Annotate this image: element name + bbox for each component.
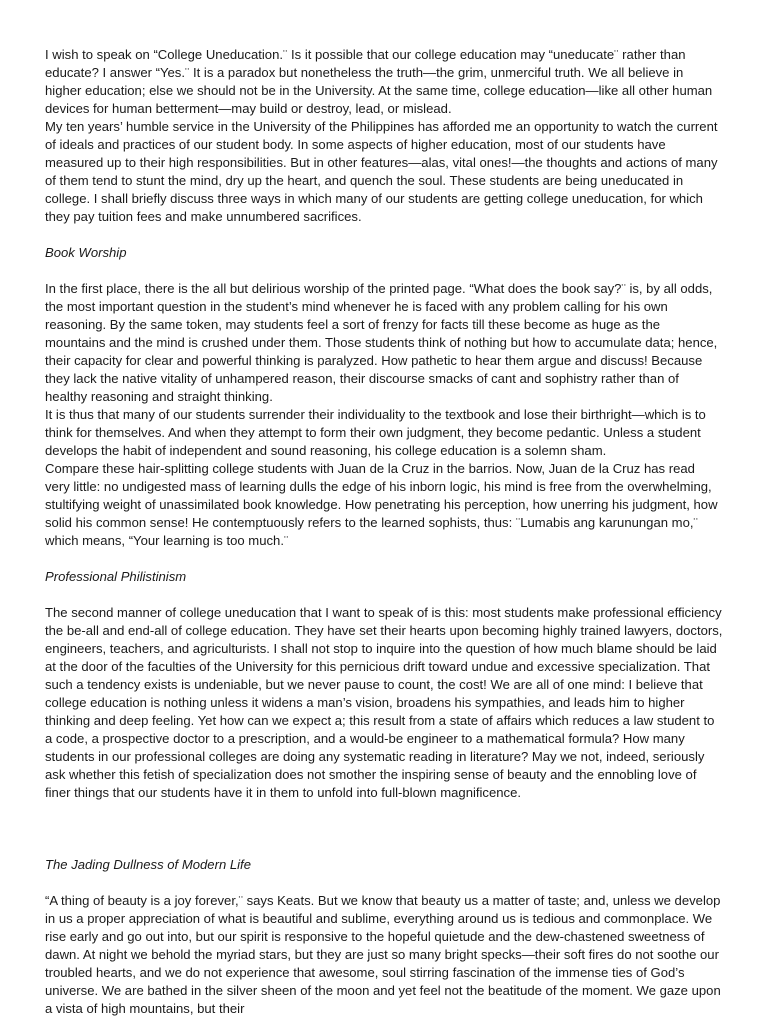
document-body [45,46,723,1018]
spacer [45,550,723,568]
spacer [45,262,723,280]
section-heading-professional-philistinism: Professional Philistinism [45,569,187,584]
section-heading-book-worship: Book Worship [45,245,127,260]
spacer [45,874,723,892]
book-worship-paragraph-1: In the first place, there is the all but delirious worship of the printed page. “What does the book say?¨ is, by all odds, the most important question in the student’s mind whenever he is faced with any problem calling for his own reasoning. By the same token, may students feel a sort of frenzy for facts till these become as huge as the mountains and the mind is crushed under them. Those students think of nothing but how to accumulate data; hence, their capacity for clear and powerful thinking is paralyzed. How pathetic to hear them argue and discuss! Because they lack the native vitality of unhampered reason, their discourse smacks of cant and sophistry rather than of healthy reasoning and straight thinking. [45,281,718,404]
spacer [45,586,723,604]
professional-philistinism-paragraph-1: The second manner of college uneducation that I want to speak of is this: most students make professional efficiency the be-all and end-all of college education. They have set their hearts upon becoming highly trained lawyers, doctors, engineers, teachers, and agriculturists. I shall not stop to inquire into the question of how much blame should be laid at the door of the faculties of the University for this pernicious drift toward undue and excessive specialization. That such a tendency exists is undeniable, but we never pause to count, the cost! We are all of one mind: I believe that college education is nothing unless it widens a man’s vision, broadens his sympathies, and leads him to higher thinking and deep feeling. Yet how can we expect a; this result from a state of affairs which reduces a law student to a code, a prospective doctor to a prescription, and a would-be engineer to a mathematical formula? How many students in our professional colleges are doing any systematic reading in literature? May we not, indeed, seriously ask whether this fetish of specialization does not smother the inspiring sense of beauty and the ennobling love of finer things that our students have it in them to unfold into full-blown magnificence. [45,605,723,800]
spacer [45,802,723,856]
book-worship-paragraph-3: Compare these hair-splitting college students with Juan de la Cruz in the barrios. Now, Juan de la Cruz has read very little: no undigested mass of learning dulls the edge of his inborn logic, his mind is free from the overwhelming, stultifying weight of unassimilated book knowledge. How penetrating his perception, how unerring his judgment, how solid his common sense! He contemptuously refers to the learned sophists, thus: ¨Lumabis ang karunungan mo,¨ which means, “Your learning is too much.¨ [45,461,718,548]
book-worship-paragraph-2: It is thus that many of our students surrender their individuality to the textbook and lose their birthright—which is to think for themselves. And when they attempt to form their own judgment, they become pedantic. Unless a student develops the habit of independent and sound reasoning, his college education is a solemn sham. [45,407,706,458]
jading-dullness-paragraph-1: “A thing of beauty is a joy forever,¨ says Keats. But we know that beauty us a matter of taste; and, unless we develop in us a proper appreciation of what is beautiful and sublime, everything around us is tedious and commonplace. We rise early and go out into, but our spirit is responsive to the hopeful quietude and the dew-chastened sweetness of dawn. At night we behold the myriad stars, but they are just so many bright specks—their soft fires do not soothe our troubled hearts, and we do not experience that awesome, soul stirring fascination of the immense ties of God’s universe. We are bathed in the silver sheen of the moon and yet feel not the beatitude of the moment. We gaze upon a vista of high mountains, but their [45,893,721,1016]
spacer [45,226,723,244]
section-heading-jading-dullness: The Jading Dullness of Modern Life [45,857,251,872]
intro-paragraph-2: My ten years’ humble service in the University of the Philippines has afforded me an opportunity to watch the current of ideals and practices of our student body. In some aspects of higher education, most of our students have measured up to their high responsibilities. But in other features—alas, vital ones!—the thoughts and actions of many of them tend to stunt the mind, dry up the heart, and quench the soul. These students are being uneducated in college. I shall briefly discuss three ways in which many of our students are getting college uneducation, for which they pay tuition fees and make unnumbered sacrifices. [45,119,718,224]
intro-paragraph-1: I wish to speak on “College Uneducation.¨ Is it possible that our college education may “uneducate¨ rather than educate? I answer “Yes.¨ It is a paradox but nonetheless the truth—the grim, unmerciful truth. We all believe in higher education; else we should not be in the University. At the same time, college education—like all other human devices for human betterment—may build or destroy, lead, or mislead. [45,47,713,116]
